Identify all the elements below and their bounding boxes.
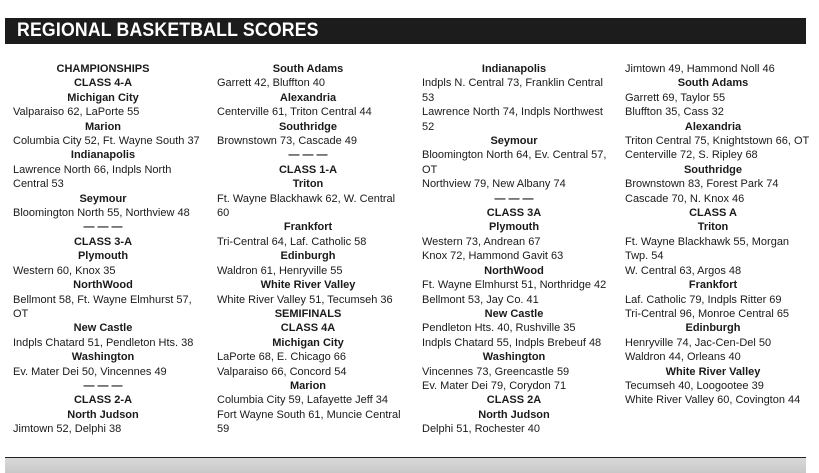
score-line: Brownstown 73, Cascade 49 [217,135,358,148]
score-line: LaPorte 68, E. Chicago 66 [217,351,347,364]
score-line: Waldron 61, Henryville 55 [217,264,343,277]
score-line: Ft. Wayne Elmhurst 51, Northridge 42 [422,279,607,292]
score-line: Vincennes 73, Greencastle 59 [422,365,570,378]
section-heading: Triton [697,221,729,234]
section-heading: Plymouth [488,221,540,234]
headline-banner [5,18,806,44]
score-line: Tri-Central 96, Monroe Central 65 [625,307,790,320]
section-heading: Plymouth [77,250,129,263]
section-heading: CLASS 4-A [73,77,133,90]
section-heading: Michigan City [67,91,139,104]
section-heading: — — — [494,192,534,205]
scores-column-3 [413,62,615,437]
scores-column-2 [208,62,408,437]
section-heading: Edinburgh [685,322,741,335]
section-heading: Indianapolis [70,149,136,162]
score-line: Tri-Central 64, Laf. Catholic 58 [217,235,367,248]
section-heading: South Adams [677,77,749,90]
score-line: White River Valley 60, Covington 44 [625,394,801,407]
score-line: Jimtown 49, Hammond Noll 46 [625,63,775,75]
section-heading: — — — [83,221,123,234]
section-heading: Frankfort [688,279,738,292]
score-line: Western 60, Knox 35 [13,264,116,277]
scores-column-4 [616,62,810,408]
score-line: Cascade 70, N. Knox 46 [625,192,745,205]
score-line: Columbia City 59, Lafayette Jeff 34 [217,394,389,407]
score-line: Indpls Chatard 51, Pendleton Hts. 38 [13,336,194,349]
score-line: Henryville 74, Jac-Cen-Del 50 [625,336,772,349]
section-heading: CLASS 4A [280,322,336,335]
section-heading: Edinburgh [280,250,336,263]
score-line: Valparaiso 66, Concord 54 [217,365,347,378]
next-article-strip [5,457,806,473]
score-line: Triton Central 75, Knightstown 66, OT [625,135,810,148]
section-heading: CLASS 3A [486,207,542,220]
section-heading: Southridge [683,163,743,176]
score-line: Garrett 69, Taylor 55 [625,91,726,104]
score-line: W. Central 63, Argos 48 [625,264,742,277]
score-line: Garrett 42, Bluffton 40 [217,77,326,90]
score-line: Knox 72, Hammond Gavit 63 [422,250,564,263]
section-heading: Southridge [278,120,338,133]
score-line: Brownstown 83, Forest Park 74 [625,178,779,191]
section-heading: South Adams [272,63,344,75]
score-line: Tecumseh 40, Loogootee 39 [625,379,764,392]
section-heading: Indianapolis [481,63,547,75]
section-heading: Washington [71,351,135,364]
section-heading: Washington [482,351,546,364]
score-line: Indpls Chatard 55, Indpls Brebeuf 48 [422,336,602,349]
score-line: Centerville 72, S. Ripley 68 [625,149,758,162]
section-heading: CLASS A [689,207,737,220]
section-heading: New Castle [484,307,544,320]
score-line: Laf. Catholic 79, Indpls Ritter 69 [625,293,782,306]
headline-title: REGIONAL BASKETBALL SCORES [17,20,319,41]
section-heading: Marion [289,379,327,392]
section-heading: Alexandria [684,120,742,133]
score-line: Jimtown 52, Delphi 38 [13,423,122,436]
score-line: Waldron 44, Orleans 40 [625,351,741,364]
section-heading: CLASS 2A [486,394,542,407]
section-heading: — — — [288,149,328,162]
score-line: Bellmont 53, Jay Co. 41 [422,293,539,306]
score-line: Centerville 61, Triton Central 44 [217,106,372,119]
score-line: Bluffton 35, Cass 32 [625,106,724,119]
score-line: Bloomington North 64, Ev. Central 57, OT [422,149,607,176]
section-heading: Seymour [79,192,127,205]
score-line: Fort Wayne South 61, Muncie Central 59 [217,408,401,436]
section-heading: Seymour [490,135,538,148]
score-line: Ft. Wayne Blackhawk 62, W. Central 60 [217,192,396,220]
score-line: White River Valley 51, Tecumseh 36 [217,293,393,306]
section-heading: North Judson [478,408,550,421]
section-heading: Alexandria [279,91,337,104]
section-heading: CLASS 2-A [73,394,133,407]
section-heading: North Judson [67,408,139,421]
score-line: Indpls N. Central 73, Franklin Central 53 [422,77,603,104]
score-line: Ft. Wayne Blackhawk 55, Morgan Twp. 54 [625,235,790,263]
section-heading: SEMIFINALS [274,307,342,320]
section-heading: New Castle [73,322,133,335]
section-heading: Michigan City [272,336,344,349]
section-heading: NorthWood [73,279,133,292]
score-line: Pendleton Hts. 40, Rushville 35 [422,322,576,335]
section-heading: White River Valley [260,279,356,292]
score-line: Lawrence North 66, Indpls North Central 53 [13,163,172,191]
section-heading: — — — [83,379,123,392]
section-heading: NorthWood [484,264,544,277]
section-heading: CLASS 3-A [73,235,133,248]
score-line: Bellmont 58, Ft. Wayne Elmhurst 57, OT [13,293,192,320]
score-line: Lawrence North 74, Indpls Northwest 52 [422,106,603,133]
section-heading: Frankfort [283,221,333,234]
section-heading: CLASS 1-A [278,163,338,176]
score-line: Delphi 51, Rochester 40 [422,423,541,436]
score-line: Columbia City 52, Ft. Wayne South 37 [13,135,200,148]
score-line: Bloomington North 55, Northview 48 [13,207,190,220]
section-heading: CHAMPIONSHIPS [56,63,150,75]
score-line: Northview 79, New Albany 74 [422,178,566,191]
section-heading: Triton [292,178,324,191]
score-line: Valparaiso 62, LaPorte 55 [13,106,140,119]
score-line: Ev. Mater Dei 79, Corydon 71 [422,379,567,392]
score-line: Ev. Mater Dei 50, Vincennes 49 [13,365,167,378]
score-line: Western 73, Andrean 67 [422,235,541,248]
section-heading: Marion [84,120,122,133]
scores-column-1 [4,62,202,437]
section-heading: White River Valley [665,365,761,378]
